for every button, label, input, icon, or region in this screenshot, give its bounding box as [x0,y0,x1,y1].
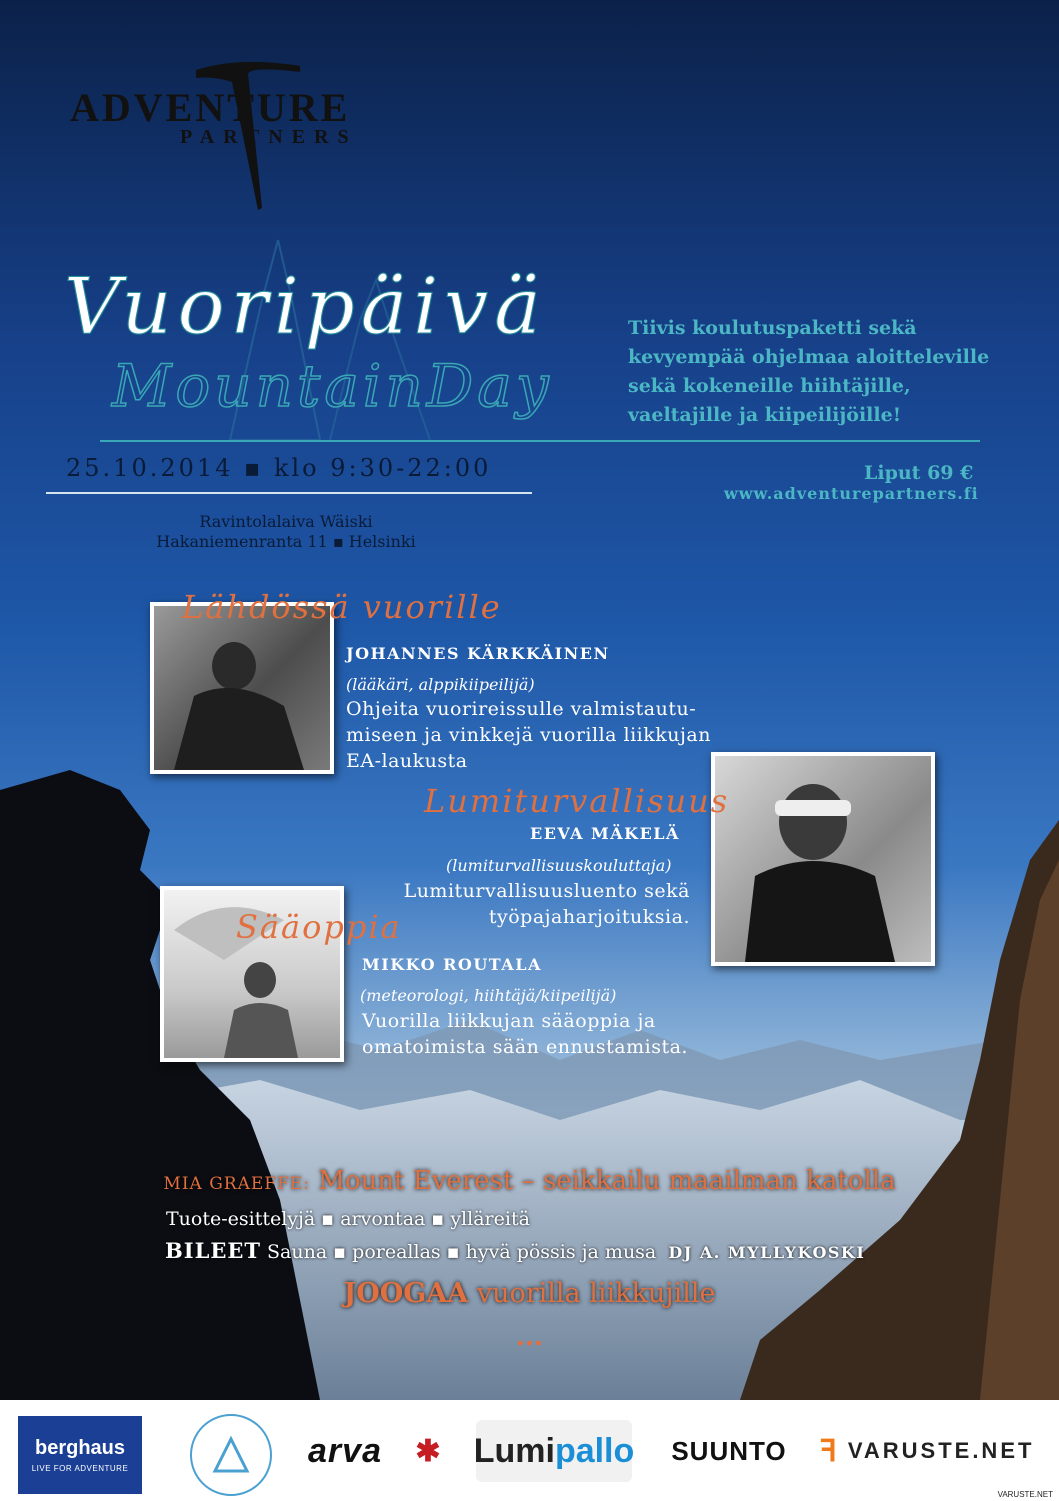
yoga-label: JOOGAA [343,1278,469,1309]
title-finnish: Vuoripäivä [64,262,547,352]
session-desc-2 [398,878,690,930]
intro-text [628,314,1028,430]
venue-name: Ravintolalaiva Wäiski [199,512,373,531]
session-heading-1: Lähdössä vuorille [182,588,502,626]
venue [126,512,446,552]
speaker-role-2: (lumiturvallisuuskouluttaja) [446,856,672,875]
speaker-role-1: (lääkäri, alppikiipeilijä) [346,675,535,694]
session-heading-2: Lumiturvallisuus [424,782,730,820]
party-line: BILEET Sauna ▪ poreallas ▪ hyvä pössis ja musa DJ A. MYLLYKOSKI [165,1238,866,1263]
extra-item: arvontaa [340,1208,426,1230]
sponsor-strip [0,1400,1059,1501]
lumipallo-part-b: pallo [554,1431,635,1470]
logo-partners: PARTNERS [180,126,358,148]
dj-name: DJ A. MYLLYKOSKI [668,1243,866,1262]
berghaus-logo [18,1416,142,1494]
session-desc-1 [346,696,711,774]
logo-adventure: ADVENTURE [70,85,351,130]
ellipsis: ... [515,1322,544,1352]
venue-address: Hakaniemenranta 11 ▪ Helsinki [156,532,416,551]
yoga-text: vuorilla liikkujille [476,1278,716,1309]
desc-line: Ohjeita vuorireissulle valmistautu- [346,698,697,720]
varuste-name: VARUSTE.NET [847,1438,1035,1463]
mia-graeffe-talk [0,1166,1059,1196]
suunto-logo: SUUNTO [671,1435,787,1466]
speaker-name-1: JOHANNES KÄRKKÄINEN [346,644,610,663]
title-underline [100,440,980,442]
speaker-photo-eeva [711,752,935,966]
mountain-triangle-icon [211,1435,251,1475]
party-item: poreallas [352,1241,441,1263]
lumipallo-part-a: Lumi [473,1431,555,1470]
speaker-name-2: EEVA MÄKELÄ [530,824,680,843]
footprint-icon: ꟻ [819,1434,840,1468]
party-item: hyvä pössis ja musa [465,1241,657,1263]
speaker-name-3: MIKKO ROUTALA [362,955,542,974]
mia-talk-title: Mount Everest – seikkailu maailman katolla [318,1166,896,1196]
arva-logo: arva [308,1431,382,1470]
speaker-photo-johannes [150,602,334,774]
mia-name: MIA GRAEFFE: [163,1174,311,1194]
yoga-line [0,1278,1059,1309]
title-english: MountainDay [112,352,553,420]
lumipallo-logo [473,1420,635,1482]
extra-item: Tuote-esittelyjä [166,1208,316,1230]
arva-star-icon: ✱ [415,1434,441,1468]
desc-line: työpajaharjoituksia. [488,906,690,928]
event-date-time: 25.10.2014 ▪ klo 9:30-22:00 [66,454,492,482]
berghaus-tagline: LIVE FOR ADVENTURE [31,1464,129,1473]
session-desc-3 [362,1008,688,1060]
alpine-club-logo [190,1414,272,1496]
desc-line: EA-laukusta [346,750,468,772]
watermark-credit: VARUSTE.NET [997,1490,1053,1499]
website-link[interactable]: www.adventurepartners.fi [724,484,979,503]
speaker-role-3: (meteorologi, hiihtäjä/kiipeilijä) [360,986,617,1005]
varuste-logo [818,1420,1036,1482]
intro-line: kevyempää ohjelmaa aloitteleville [628,346,990,368]
desc-line: miseen ja vinkkejä vuorilla liikkujan [346,724,711,746]
intro-line: sekä kokeneille hiihtäjille, [628,375,911,397]
berghaus-name: berghaus [34,1437,126,1459]
intro-line: Tiivis koulutuspaketti sekä [628,317,917,339]
desc-line: omatoimista sään ennustamista. [362,1036,688,1058]
party-label: BILEET [165,1238,261,1263]
party-item: Sauna [267,1241,328,1263]
extra-item: ylläreitä [450,1208,530,1230]
ticket-price: Liput 69 € [864,462,974,484]
intro-line: vaeltajille ja kiipeilijöille! [628,404,902,426]
date-underline [46,492,532,494]
desc-line: Lumiturvallisuusluento sekä [403,880,690,902]
desc-line: Vuorilla liikkujan sääoppia ja [362,1010,656,1032]
extras-line: Tuote-esittelyjä ▪ arvontaa ▪ ylläreitä [166,1208,530,1230]
session-heading-3: Sääoppia [236,908,402,946]
